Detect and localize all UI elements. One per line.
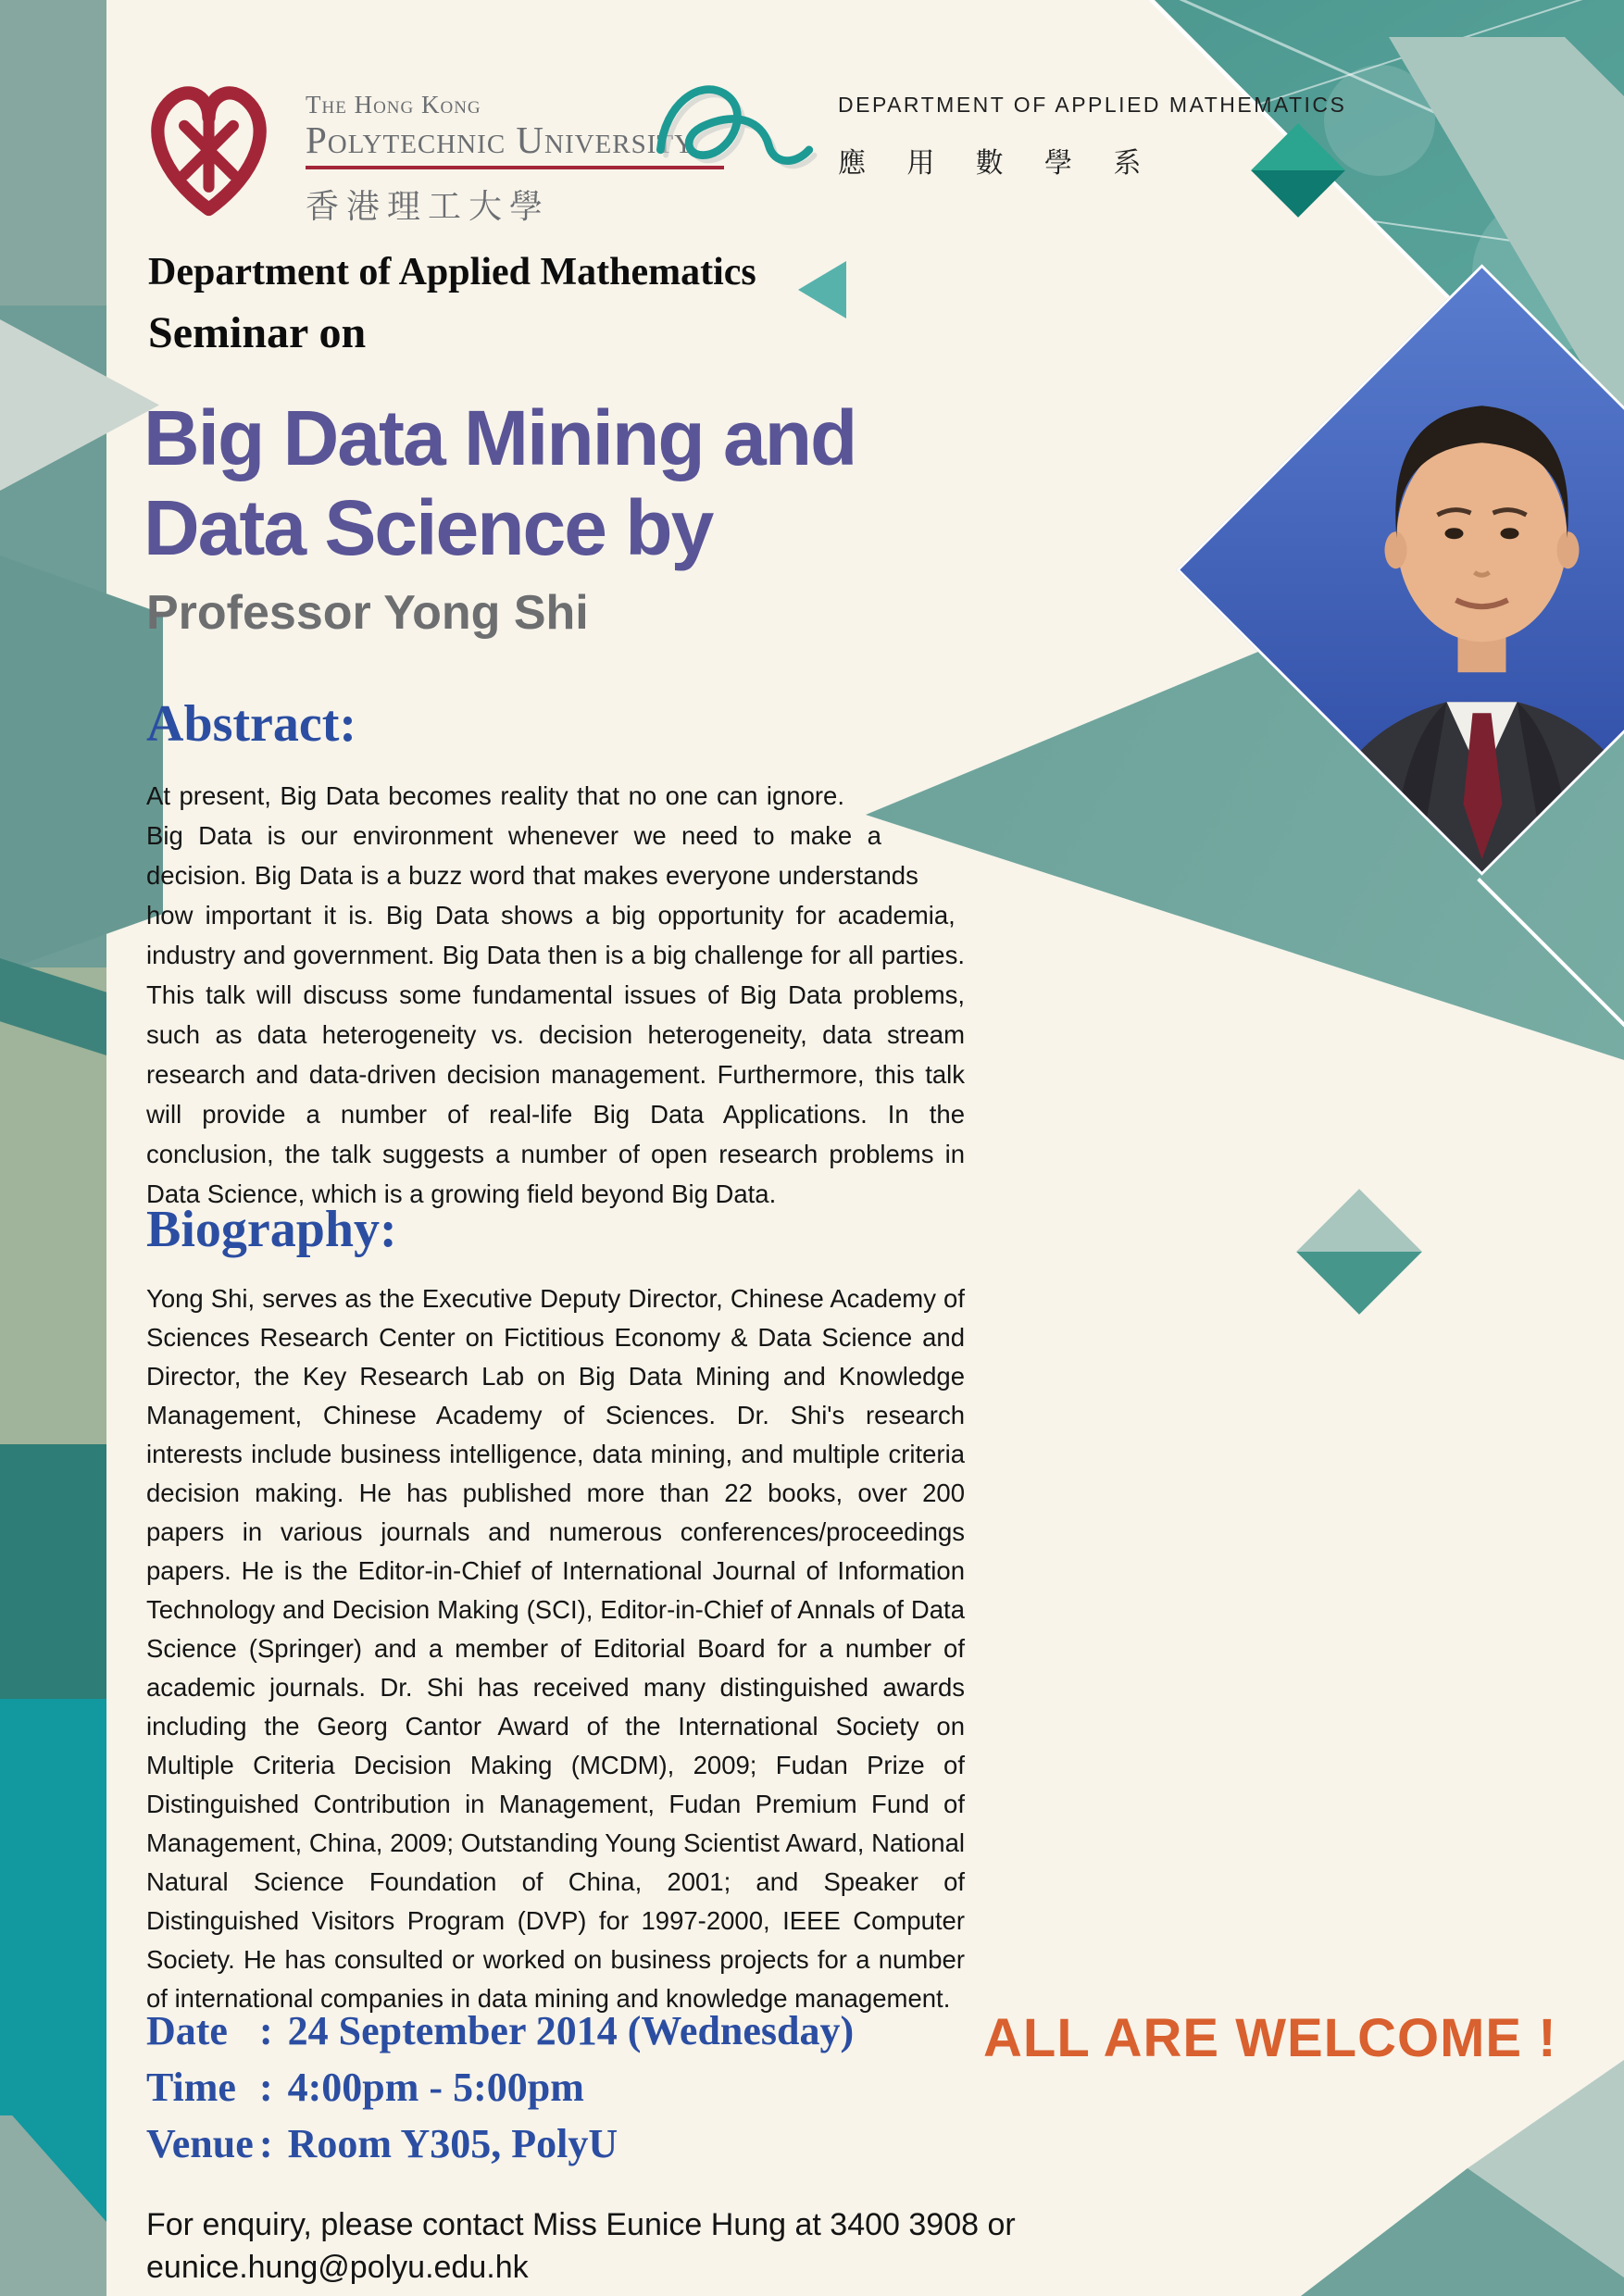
heading-department-line: Department of Applied Mathematics <box>148 251 756 293</box>
contact-line1: For enquiry, please contact Miss Eunice Hung at 3400 3908 or <box>146 2207 1016 2242</box>
abstract-text: At present, Big Data becomes reality that no one can ignore. Big Data is our environment whenever we need to make a decision. Big Data is a buzz word that makes everyone understands how important it is. Big Data shows a big opportunity for academia, industry and government. Big Data then is a big challenge for all parties. This talk will discuss some fundamental issues of Big Data problems, such as data heterogeneity vs. decision heterogeneity, data stream research and data-driven decision management. Furthermore, this talk will provide a number of real-life Big Data Applications. In the conclusion, the talk suggests a number of open research problems in Data Science, which is a growing field beyond Big Data. <box>146 781 965 1208</box>
seminar-title-line2: Data Science by <box>144 484 713 571</box>
seminar-title-line1: Big Data Mining and <box>144 394 856 481</box>
university-name-main: Polytechnic University <box>306 119 695 161</box>
detail-row-venue <box>146 2120 854 2167</box>
time-value: 4:00pm - 5:00pm <box>287 2065 584 2110</box>
detail-row-date <box>146 2007 854 2054</box>
heading-seminar-line: Seminar on <box>148 308 367 357</box>
abstract-heading: Abstract: <box>146 695 357 753</box>
university-name-chinese: 香港理工大學 <box>306 188 551 225</box>
venue-label: Venue <box>146 2121 254 2166</box>
ama-squiggle-icon <box>646 65 827 199</box>
polyu-logo-icon <box>137 67 281 219</box>
colon: : <box>259 2065 273 2110</box>
contact-line2: eunice.hung@polyu.edu.hk <box>146 2250 529 2285</box>
left-strip-teal-wedge <box>0 555 163 972</box>
department-name-en: DEPARTMENT OF APPLIED MATHEMATICS <box>838 93 1347 117</box>
colon: : <box>259 2121 273 2166</box>
left-triangle-accent-icon <box>798 261 846 318</box>
university-name-prefix: The Hong Kong <box>306 91 481 119</box>
biography-heading: Biography: <box>146 1201 397 1258</box>
seminar-title <box>144 393 856 573</box>
date-value: 24 September 2014 (Wednesday) <box>287 2008 855 2053</box>
detail-row-time <box>146 2064 854 2111</box>
abstract-body <box>146 776 965 1214</box>
colon: : <box>259 2008 273 2053</box>
event-details <box>146 2007 854 2177</box>
department-name-zh: 應 用 數 學 系 <box>838 148 1158 179</box>
speaker-name: Professor Yong Shi <box>146 586 589 640</box>
diamond-accent-icon <box>1296 1189 1422 1315</box>
department-name-block <box>838 93 1346 181</box>
venue-value: Room Y305, PolyU <box>287 2121 618 2166</box>
time-label: Time <box>146 2065 236 2110</box>
all-are-welcome-banner: ALL ARE WELCOME ! <box>983 2008 1557 2068</box>
contact-info <box>146 2203 1016 2289</box>
biography-body: Yong Shi, serves as the Executive Deputy Director, Chinese Academy of Sciences Research Center on Fictitious Economy & Data Science and Director, the Key Research Lab on Big Data Mining and Knowledge Management, Chinese Academy of Sciences. Dr. Shi's research interests include business intelligence, data mining, and multiple criteria decision making. He has published more than 22 books, over 200 papers in various journals and numerous conferences/proceedings papers. He is the Editor-in-Chief of International Journal of Information Technology and Decision Making (SCI), Editor-in-Chief of Annals of Data Science (Springer) and a member of Editorial Board for a number of academic journals. Dr. Shi has received many distinguished awards including the Georg Cantor Award of the International Society on Multiple Criteria Decision Making (MCDM), 2009; Fudan Prize of Distinguished Contribution in Management, Fudan Premium Fund of Management, China, 2009; Outstanding Young Scientist Award, National Natural Science Foundation of China, 2001; and Speaker of Distinguished Visitors Program (DVP) for 1997-2000, IEEE Computer Society. He has consulted or worked on business projects for a number of international companies in data mining and knowledge management. <box>146 1284 965 2013</box>
date-label: Date <box>146 2008 228 2053</box>
